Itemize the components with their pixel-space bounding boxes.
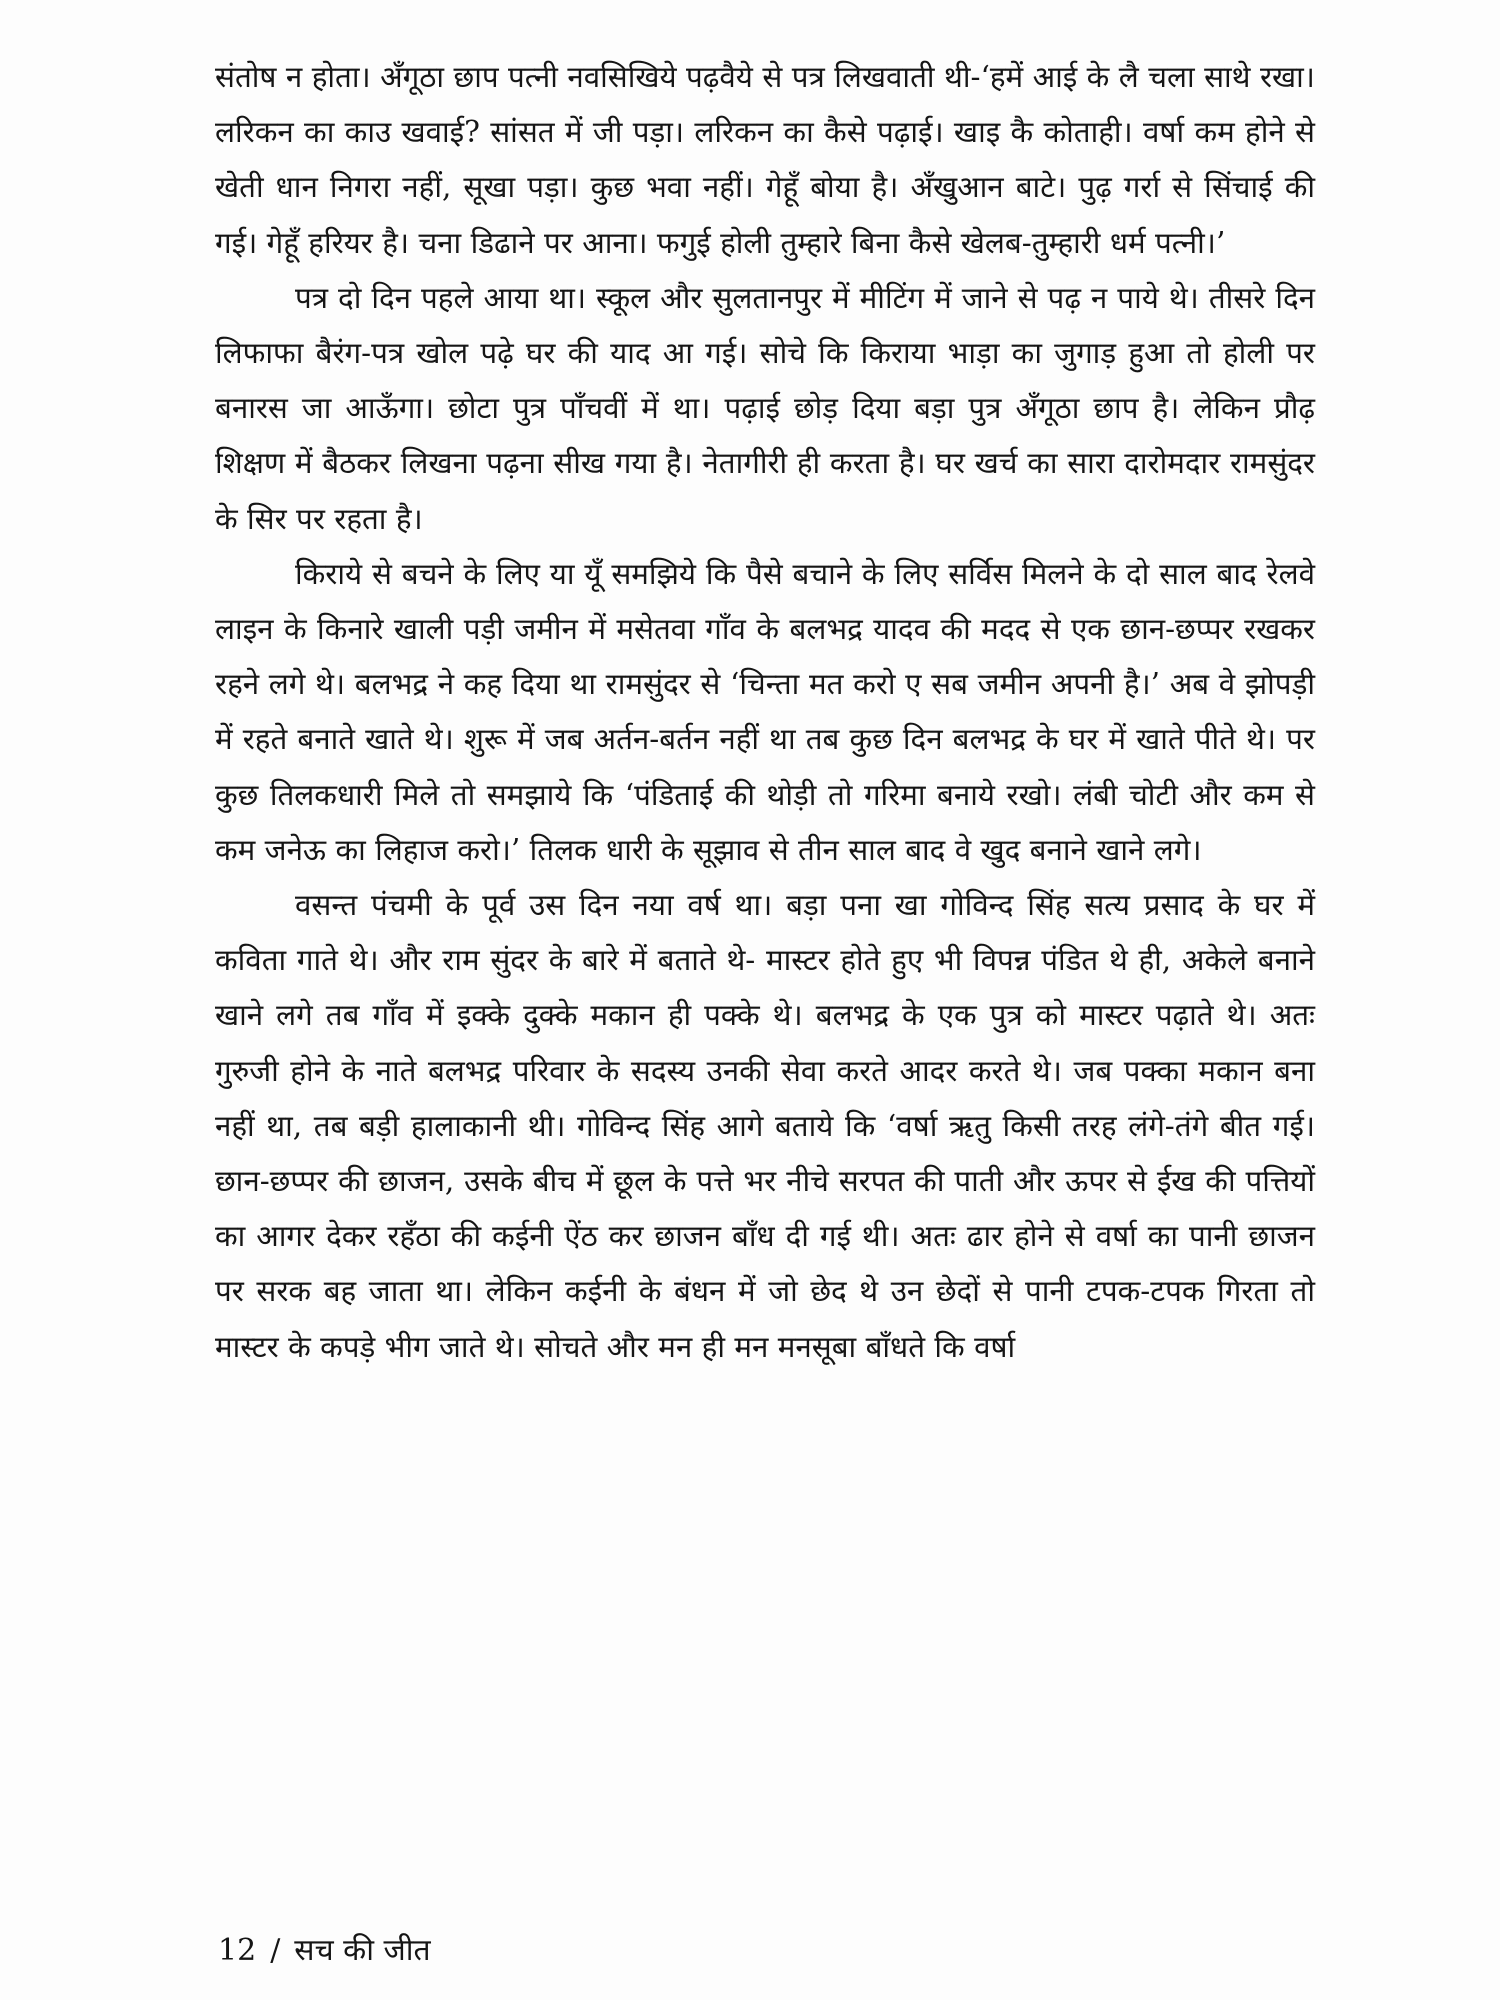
paragraph-2: पत्र दो दिन पहले आया था। स्कूल और सुलतानपुर में मीटिंग में जाने से पढ़ न पाये थे। तीसरे दिन लिफाफा बैरंग-पत्र खोल पढ़े घर की याद आ गई। सोचे कि किराया भाड़ा का जुगाड़ हुआ तो होली पर बनारस जा आऊँगा। छोटा पुत्र पाँचवीं में था। पढ़ाई छोड़ दिया बड़ा पुत्र अँगूठा छाप है। लेकिन प्रौढ़ शिक्षण में बैठकर लिखना पढ़ना सीख गया है। नेतागीरी ही करता है। घर खर्च का सारा दारोमदार रामसुंदर के सिर पर रहता है। (215, 280, 1315, 536)
book-title: सच की जीत (294, 1933, 431, 1968)
paragraph-3: किराये से बचने के लिए या यूँ समझिये कि पैसे बचाने के लिए सर्विस मिलने के दो साल बाद रेलवे लाइन के किनारे खाली पड़ी जमीन में मसेतवा गाँव के बलभद्र यादव की मदद से एक छान-छप्पर रखकर रहने लगे थे। बलभद्र ने कह दिया था रामसुंदर से ‘चिन्ता मत करो ए सब जमीन अपनी है।’ अब वे झोपड़ी में रहते बनाते खाते थे। शुरू में जब अर्तन-बर्तन नहीं था तब कुछ दिन बलभद्र के घर में खाते पीते थे। पर कुछ तिलकधारी मिले तो समझाये कि ‘पंडिताई की थोड़ी तो गरिमा बनाये रखो। लंबी चोटी और कम से कम जनेऊ का लिहाज करो।’ तिलक धारी के सूझाव से तीन साल बाद वे खुद बनाने खाने लगे। (215, 556, 1315, 867)
page-body (215, 50, 1315, 1375)
page-number: 12 (218, 1933, 257, 1968)
footer-separator: / (270, 1933, 281, 1968)
paragraph-4: वसन्त पंचमी के पूर्व उस दिन नया वर्ष था। बड़ा पना खा गोविन्द सिंह सत्य प्रसाद के घर में कविता गाते थे। और राम सुंदर के बारे में बताते थे- मास्टर होते हुए भी विपन्न पंडित थे ही, अकेले बनाने खाने लगे तब गाँव में इक्के दुक्के मकान ही पक्के थे। बलभद्र के एक पुत्र को मास्टर पढ़ाते थे। अतः गुरुजी होने के नाते बलभद्र परिवार के सदस्य उनकी सेवा करते आदर करते थे। जब पक्का मकान बना नहीं था, तब बड़ी हालाकानी थी। गोविन्द सिंह आगे बताये कि ‘वर्षा ऋतु किसी तरह लंगे-तंगे बीत गई। छान-छप्पर की छाजन, उसके बीच में छूल के पत्ते भर नीचे सरपत की पाती और ऊपर से ईख की पत्तियों का आगर देकर रहँठा की कईनी ऐंठ कर छाजन बाँध दी गई थी। अतः ढार होने से वर्षा का पानी छाजन पर सरक बह जाता था। लेकिन कईनी के बंधन में जो छेद थे उन छेदों से पानी टपक-टपक गिरता तो मास्टर के कपड़े भीग जाते थे। सोचते और मन ही मन मनसूबा बाँधते कि वर्षा (215, 888, 1315, 1364)
page-footer (218, 1928, 431, 1969)
paragraph-1: संतोष न होता। अँगूठा छाप पत्नी नवसिखिये पढ़वैये से पत्र लिखवाती थी-‘हमें आई के लै चला साथे रखा। लरिकन का काउ खवाई? सांसत में जी पड़ा। लरिकन का कैसे पढ़ाई। खाइ कै कोताही। वर्षा कम होने से खेती धान निगरा नहीं, सूखा पड़ा। कुछ भवा नहीं। गेहूँ बोया है। अँखुआन बाटे। पुढ़ गर्रा से सिंचाई की गई। गेहूँ हरियर है। चना डिढाने पर आना। फगुई होली तुम्हारे बिना कैसे खेलब-तुम्हारी धर्म पत्नी।’ (215, 60, 1315, 260)
